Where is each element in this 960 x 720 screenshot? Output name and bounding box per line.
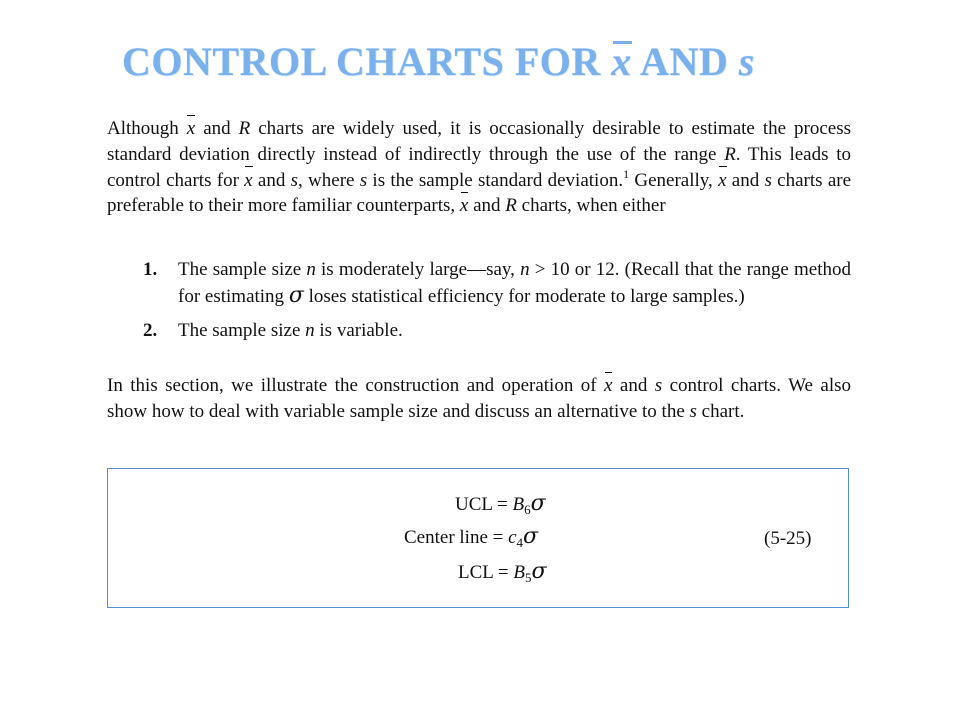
footnote-marker: 1 [623,166,630,181]
coefficient-symbol: c [508,527,517,548]
intro-text: charts are preferable to their more familiar counterparts, [107,169,852,217]
coefficient-subscript: 4 [516,535,524,550]
xbar-symbol: x [187,116,195,142]
coefficient-symbol: B [512,494,525,515]
s-symbol: s [359,169,368,191]
xbar-symbol: x [718,168,726,194]
title-s-symbol: s [738,39,755,84]
intro-text: and [726,169,765,191]
ucl-equation [455,492,546,517]
intro-text: Generally, [629,169,719,191]
list-item-number: 2. [143,319,158,341]
intro-text: and [252,169,291,191]
xbar-symbol: x [460,193,468,219]
intro-paragraph [107,116,851,219]
coefficient-subscript: 5 [525,570,532,585]
list-item-text: is variable. [314,319,403,341]
intro-text: Although [107,118,187,139]
title-text-part1: CONTROL CHARTS FOR [122,39,612,84]
equation-label: LCL = [458,562,514,583]
intro-text: charts are widely used, it is occasionally desirable to estimate the process standard deviation directly instead of indirectly through the use of the range [107,118,852,165]
list-item-text: loses statistical efficiency for moderate to large samples.) [303,285,745,307]
intro-text: is the sample standard deviation. [367,169,624,191]
s-symbol: s [764,169,772,191]
title-xbar-symbol: x [611,39,632,84]
formula-box [107,468,849,608]
title-text-part2: AND [631,39,739,84]
list-item-text: The sample size [178,319,306,341]
sigma-symbol: σ [531,559,547,584]
list-item-number: 1. [143,259,158,280]
sigma-symbol: σ [530,491,546,516]
sigma-symbol: σ [523,524,539,549]
closing-paragraph [107,373,851,425]
condition-list [107,257,851,351]
s-symbol: s [689,400,697,422]
list-item-text: is moderately large—say, [315,259,521,280]
closing-text: and [612,375,655,396]
closing-text: chart. [696,400,745,422]
intro-text: . This leads to control charts for [107,143,851,191]
intro-text: charts, when either [516,195,666,217]
sigma-symbol: σ [288,282,304,308]
r-symbol: R [724,143,736,165]
equation-label: Center line = [404,527,509,548]
coefficient-symbol: B [513,562,526,583]
coefficient-subscript: 6 [524,502,531,517]
lcl-equation [458,560,547,585]
list-item [107,257,851,310]
closing-text: In this section, we illustrate the construction and operation of [107,375,605,396]
n-symbol: n [305,319,315,341]
r-symbol: R [505,195,517,217]
intro-text: and [195,118,239,139]
list-item-text: > 10 or 12. (Recall that the range method for estimating [178,259,851,307]
xbar-symbol: x [244,168,252,194]
n-symbol: n [520,259,530,280]
intro-text: and [468,195,506,217]
xbar-symbol: x [604,373,612,399]
equation-label: UCL = [455,494,513,515]
closing-text: control charts. We also show how to deal with variable sample size and discuss an alternative to the [107,375,851,422]
r-symbol: R [238,118,251,139]
list-item [107,318,851,344]
list-item-text: The sample size [178,259,307,280]
s-symbol: s [290,169,299,191]
s-symbol: s [654,375,663,396]
intro-text: , where [298,169,360,191]
n-symbol: n [306,259,316,280]
equation-number: (5-25) [764,528,812,549]
center-line-equation [404,525,538,550]
page-title [122,40,755,84]
